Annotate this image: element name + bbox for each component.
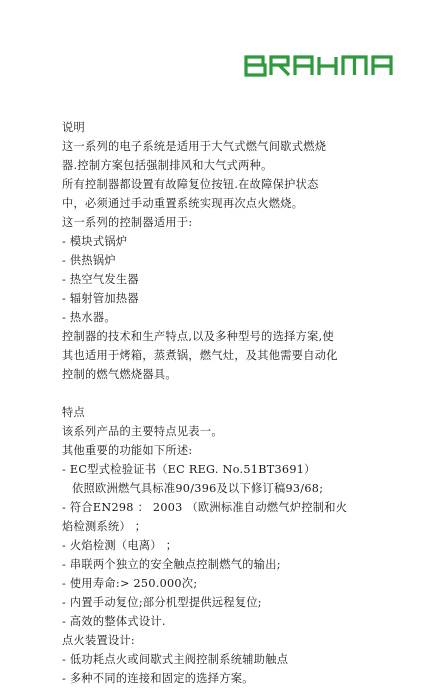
list-item: - 使用寿命:> 250.000次; [62, 577, 198, 590]
text-line: 所有控制器都设置有故障复位按钮.在故障保护状态 [62, 178, 319, 191]
paragraph-gap [62, 384, 382, 403]
text-line: 其也适用于烤箱，蒸煮锅，燃气灶，及其他需要自动化 [62, 349, 338, 362]
list-item: - EC型式检验证书（EC REG. No.51BT3691） [62, 463, 316, 476]
text-line: 器.控制方案包括强制排风和大气式两种。 [62, 159, 273, 172]
brahma-logo [244, 54, 394, 78]
list-item: - 串联两个独立的安全触点控制燃气的输出; [62, 558, 281, 571]
list-item: - 热空气发生器 [62, 273, 139, 286]
list-item: - 符合EN298 ： 2003 （欧洲标准自动燃气炉控制和火 [62, 501, 348, 514]
text-line: 点火装置设计: [62, 634, 135, 647]
list-item: - 内置手动复位;部分机型提供远程复位; [62, 596, 262, 609]
text-line: 其他重要的功能如下所述: [62, 444, 193, 457]
list-item: - 辐射管加热器 [62, 292, 139, 305]
text-line: 中，必须通过手动重置系统实现再次点火燃烧。 [62, 197, 304, 210]
text-line: 控制器的技术和生产特点,以及多种型号的选择方案,使 [62, 330, 334, 343]
list-item: - 多种不同的连接和固定的选择方案。 [62, 672, 254, 685]
text-line: 控制的燃气燃烧器具。 [62, 368, 177, 381]
section-heading-description: 说明 [62, 121, 85, 134]
text-line: 该系列产品的主要特点见表一。 [62, 425, 223, 438]
text-line: 焰检测系统） ； [62, 520, 147, 533]
list-item: - 低功耗点火或间歇式主阀控制系统辅助触点 [62, 653, 289, 666]
document-body [62, 118, 382, 688]
list-item: - 热水器。 [62, 311, 116, 324]
text-line: 这一系列的控制器适用于: [62, 216, 193, 229]
text-line: 这一系列的电子系统是适用于大气式燃气间歇式燃烧 [62, 140, 327, 153]
list-item: - 供热锅炉 [62, 254, 116, 267]
list-item: - 火焰检测（电离） ； [62, 539, 178, 552]
list-item: - 高效的整体式设计. [62, 615, 166, 628]
text-line-indented: 依照欧洲燃气具标准90/396及以下修订稿93/68; [72, 482, 324, 495]
section-heading-features: 特点 [62, 406, 85, 419]
list-item: - 模块式锅炉 [62, 235, 128, 248]
brahma-logo-graphic [244, 54, 394, 78]
